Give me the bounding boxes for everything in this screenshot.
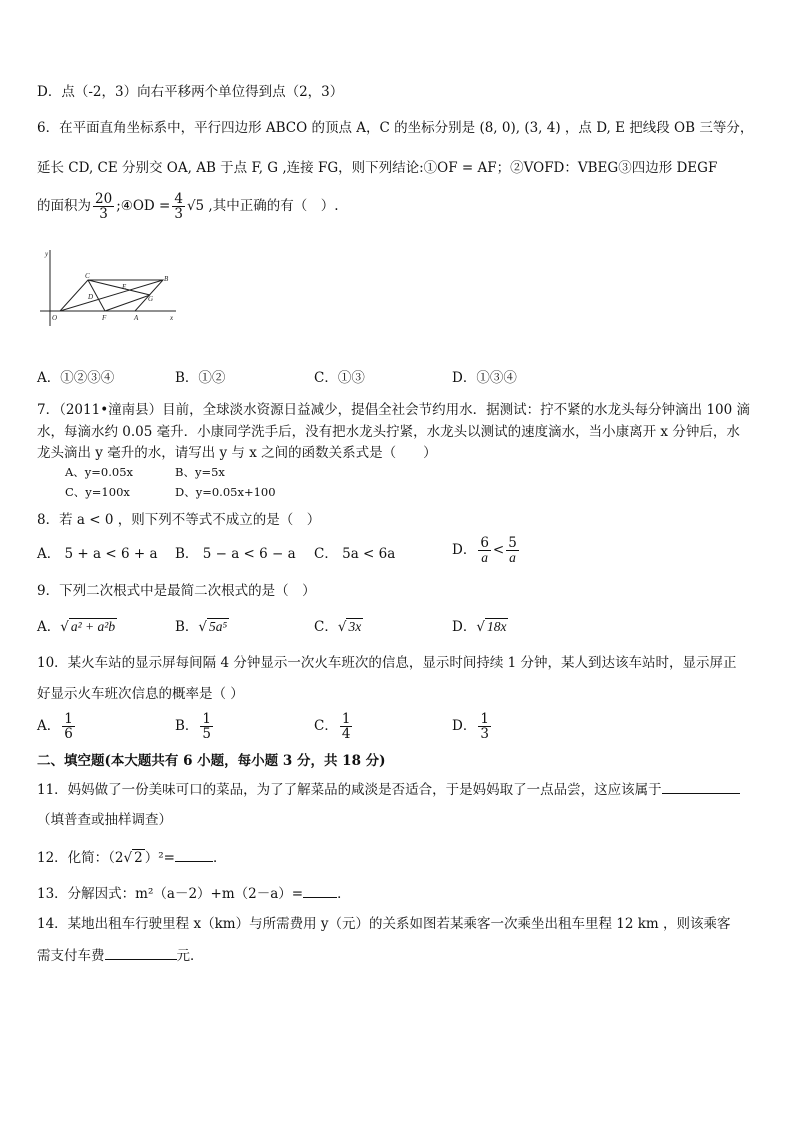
q6-line3 [37,192,339,221]
q9-stem: 9．下列二次根式中是最简二次根式的是（ ） [37,583,316,599]
label-y: y [45,250,49,258]
q10-option-c: C． $\frac{1}{4}$ [314,711,351,743]
label-a: A [134,314,139,322]
q10-option-d: D． $\frac{1}{3}$ [452,711,489,743]
q10-line1: 10．某火车站的显示屏每间隔 4 分钟显示一次火车班次的信息，显示时间持续 1 分钟，某人到达该车站时，显示屏正 [37,655,737,671]
q13: 13．分解因式：m²（a－2）+m（2－a）= ． [37,886,351,902]
label-o: O [52,314,58,322]
q7-option-a: A、y=0.05x [65,465,134,479]
q11-answer-blank[interactable] [662,781,740,794]
q6-od-text: ;④OD = [116,198,171,215]
q7-option-d: D、y=0.05x+100 [175,485,276,499]
line-fg [105,295,150,311]
q6-end-text: √5 ,其中正确的有（ ）. [186,198,339,215]
q9-option-d: D．√ 18x [452,619,507,635]
label-e: E [122,283,127,291]
q14-answer-blank[interactable] [105,947,177,960]
q10-line2: 好显示火车班次信息的概率是（ ） [37,686,244,702]
q6-option-c: C．①③ [314,370,365,386]
q6-line1: 6．在平面直角坐标系中，平行四边形 ABCO 的顶点 A，C 的坐标分别是 (8, 0), (3, 4) ，点 D, E 把线段 OB 三等分， [37,120,754,136]
q6-fraction-od: $\frac{4}{3}$ [174,191,183,223]
q11-line2: （填普查或抽样调查） [37,812,172,828]
q9-option-c: C．√ 3x [314,619,362,635]
q6-area-text: 的面积为 [37,198,91,215]
q10-option-b: B． $\frac{1}{5}$ [175,711,212,743]
q14-line2: 需支付车费 元． [37,948,204,964]
label-x: x [170,314,174,322]
q7-line3: 龙头滴出 y 毫升的水，请写出 y 与 x 之间的函数关系式是（ ） [37,445,437,461]
q5-option-d: D．点（-2，3）向右平移两个单位得到点（2，3） [37,84,344,100]
q12-answer-blank[interactable] [175,849,213,862]
q6-option-a: A．①②③④ [37,370,115,386]
q8-option-b: B． 5 − a < 6 − a [175,546,296,562]
q6-fraction-area: $\frac{20}{3}$ [95,191,113,223]
q7-line2: 水，每滴水约 0.05 毫升．小康同学洗手后，没有把水龙头拧紧，水龙头以测试的速度滴水，当小康离开 x 分钟后，水 [37,424,740,440]
q13-answer-blank[interactable] [303,885,337,898]
label-b: B [164,275,169,283]
q12: 12．化简：（2√ 2 ）²= ． [37,850,227,866]
q9-option-b: B．√ 5a⁵ [175,619,228,635]
q10-option-a: A． $\frac{1}{6}$ [37,711,73,743]
label-g: G [148,295,154,303]
section-2-heading: 二、填空题(本大题共有 6 小题，每小题 3 分，共 18 分) [37,753,386,769]
label-c: C [85,272,90,280]
q9-option-a: A．√ a² + a²b [37,619,116,635]
q6-option-d: D．①③④ [452,370,517,386]
q8-option-a: A． 5 + a < 6 + a [37,546,158,562]
q8-option-c: C． 5a < 6a [314,546,396,562]
q6-parallelogram-figure [38,244,183,329]
q7-option-c: C、y=100x [65,485,130,499]
q8-stem: 8．若 a < 0 ，则下列不等式不成立的是（ ） [37,512,321,528]
q11-line1: 11．妈妈做了一份美味可口的菜品，为了了解菜品的咸淡是否适合，于是妈妈取了一点品尝，这应该属于 [37,781,740,798]
q6-line2: 延长 CD, CE 分别交 OA, AB 于点 F, G ,连接 FG，则下列结论:①OF = AF；②VOFD：VBEG③四边形 DEGF [37,160,718,176]
q8-option-d: D． $\frac{6}{a}$ < $\frac{5}{a}$ [452,535,517,566]
q7-line1: 7．（2011•潼南县）目前，全球淡水资源日益减少，提倡全社会节约用水．据测试：拧不紧的水龙头每分钟滴出 100 滴 [37,402,751,418]
q6-option-b: B．①② [175,370,226,386]
label-d: D [88,293,94,301]
q14-line1: 14．某地出租车行驶里程 x（km）与所需费用 y（元）的关系如图若某乘客一次乘坐出租车里程 12 km ，则该乘客 [37,916,731,932]
q7-option-b: B、y=5x [175,465,225,479]
label-f: F [102,314,107,322]
